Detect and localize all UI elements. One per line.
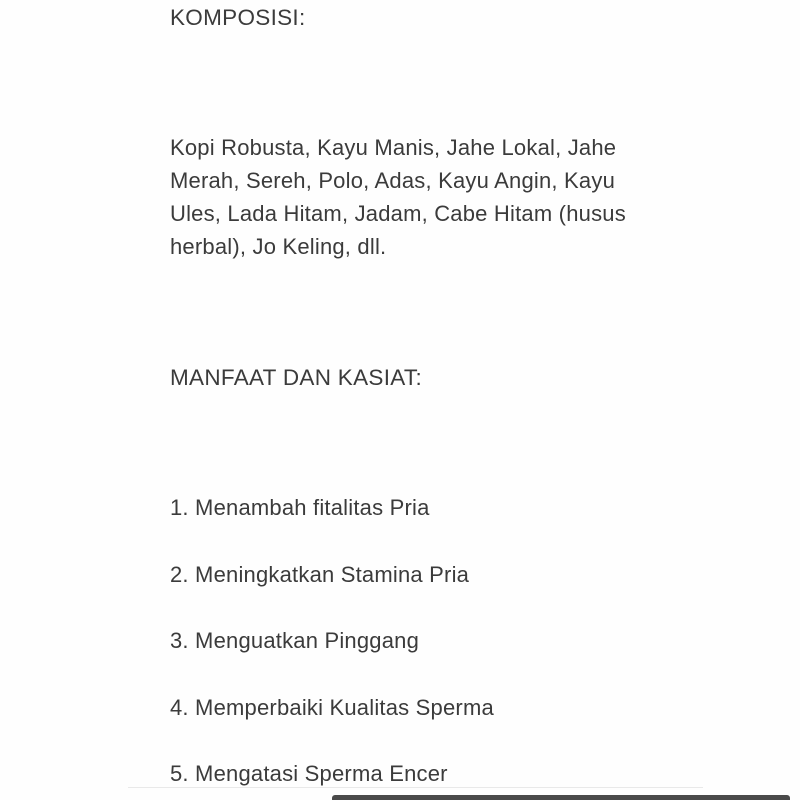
benefit-item-3: 3. Menguatkan Pinggang (170, 628, 420, 653)
benefit-item-5: 5. Mengatasi Sperma Encer (170, 761, 448, 786)
benefit-item-1: 1. Menambah fitalitas Pria (170, 495, 430, 520)
manfaat-heading: MANFAAT DAN KASIAT: (170, 365, 423, 390)
benefit-list (170, 496, 494, 786)
benefit-item-4: 4. Memperbaiki Kualitas Sperma (170, 694, 494, 720)
benefit-item-2: 2. Meningkatkan Stamina Pria (170, 561, 470, 587)
komposisi-body: Kopi Robusta, Kayu Manis, Jahe Lokal, Jahe Merah, Sereh, Polo, Adas, Kayu Angin, Kayu Ules, Lada Hitam, Jadam, Cabe Hitam (husus herbal), Jo Keling, dll. (170, 135, 626, 259)
divider-line (128, 787, 703, 788)
bottom-bar (332, 795, 790, 800)
komposisi-heading: KOMPOSISI: (170, 5, 306, 30)
